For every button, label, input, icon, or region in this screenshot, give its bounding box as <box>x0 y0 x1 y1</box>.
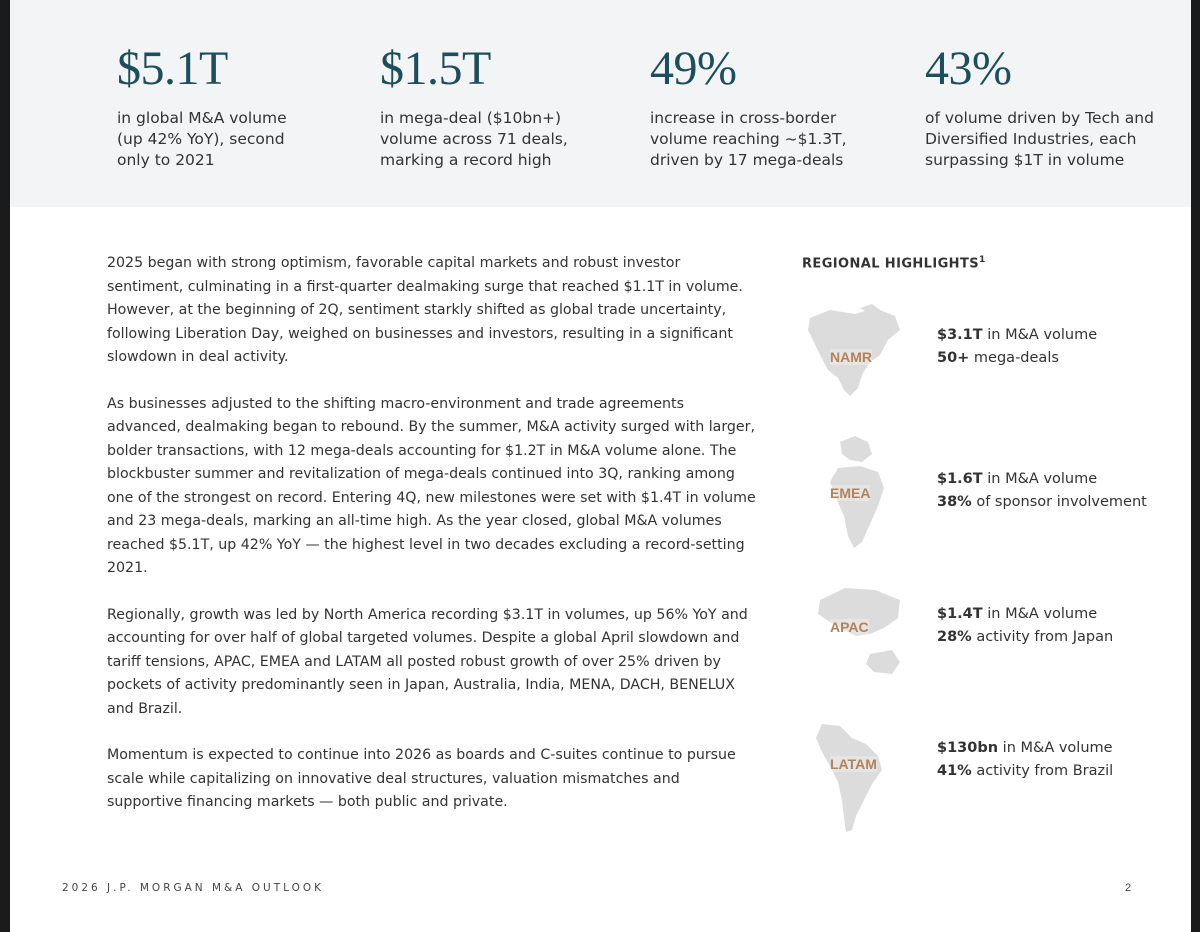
stat-text: in M&A volume <box>982 471 1098 487</box>
stat-desc-line: only to 2021 <box>117 151 215 169</box>
region-label: APAC <box>830 619 869 635</box>
body-text <box>107 252 757 838</box>
key-stats-band <box>10 0 1191 207</box>
stat-text: of sponsor involvement <box>971 494 1147 510</box>
paragraph: Momentum is expected to continue into 2026 as boards and C-suites continue to pursue scale while capitalizing on innovative deal structures, valuation mismatches and supportive financing markets — both public and private. <box>107 747 736 810</box>
stat-desc-line: increase in cross-border <box>650 109 837 127</box>
footer-title: 2026 J.P. MORGAN M&A OUTLOOK <box>62 882 325 894</box>
stat-desc-line: of volume driven by Tech and <box>925 109 1154 127</box>
stat-text: in M&A volume <box>982 606 1098 622</box>
stat-value: $5.1T <box>117 42 228 95</box>
stat-bold: 41% <box>937 763 972 779</box>
region-label: EMEA <box>830 485 871 501</box>
region-stat-line <box>937 347 1097 370</box>
region-stats <box>937 737 1113 783</box>
stat-mega-deal-volume <box>380 40 568 171</box>
footnote-marker: 1 <box>978 255 986 265</box>
stat-description <box>925 108 1154 171</box>
stat-bold: 50+ <box>937 350 970 366</box>
stat-bold: 28% <box>937 629 972 645</box>
paragraph: 2025 began with strong optimism, favorable capital markets and robust investor sentiment, culminating in a first-quarter dealmaking surge that reached $1.1T in volume. However, at the beginning of 2Q, sentiment starkly shifted as global trade uncertainty, following Liberation Day, weighed on businesses and investors, resulting in a significant slowdown in deal activity. <box>107 255 743 365</box>
stat-text: activity from Brazil <box>971 763 1114 779</box>
regional-highlights-title <box>802 255 986 271</box>
stat-text: in M&A volume <box>982 327 1098 343</box>
stat-bold: $1.4T <box>937 606 983 622</box>
stat-desc-line: driven by 17 mega-deals <box>650 151 844 169</box>
stat-value: $1.5T <box>380 42 491 95</box>
stat-cross-border <box>650 40 847 171</box>
page-number: 2 <box>1125 882 1132 894</box>
stat-description <box>117 108 287 171</box>
stat-bold: 38% <box>937 494 972 510</box>
stat-desc-line: marking a record high <box>380 151 552 169</box>
report-page <box>10 0 1191 932</box>
stat-text: in M&A volume <box>998 740 1113 756</box>
stat-desc-line: Diversified Industries, each <box>925 130 1137 148</box>
stat-text: activity from Japan <box>971 629 1114 645</box>
region-stats <box>937 468 1147 514</box>
stat-desc-line: volume reaching ~$1.3T, <box>650 130 847 148</box>
stat-desc-line: in global M&A volume <box>117 109 287 127</box>
region-stat-line <box>937 603 1113 626</box>
stat-desc-line: (up 42% YoY), second <box>117 130 285 148</box>
region-apac <box>800 570 1160 690</box>
stat-description <box>650 108 847 171</box>
region-latam <box>800 718 1160 838</box>
region-stat-line <box>937 760 1113 783</box>
stat-bold: $130bn <box>937 740 999 756</box>
region-stat-line <box>937 737 1113 760</box>
stat-global-volume <box>117 40 287 171</box>
stat-bold: $1.6T <box>937 471 983 487</box>
region-stat-line <box>937 468 1147 491</box>
stat-text: mega-deals <box>969 350 1059 366</box>
region-stat-line <box>937 324 1097 347</box>
stat-desc-line: in mega-deal ($10bn+) <box>380 109 562 127</box>
stat-tech-diversified <box>925 40 1154 171</box>
stat-description <box>380 108 568 171</box>
region-label: LATAM <box>830 756 877 772</box>
stat-bold: $3.1T <box>937 327 983 343</box>
region-label: NAMR <box>830 349 872 365</box>
region-emea <box>800 432 1160 552</box>
latin-america-map-icon <box>800 718 910 838</box>
region-stat-line <box>937 491 1147 514</box>
stat-value: 49% <box>650 42 737 95</box>
region-stats <box>937 603 1113 649</box>
paragraph: Regionally, growth was led by North America recording $3.1T in volumes, up 56% YoY and accounting for over half of global targeted volumes. Despite a global April slowdown and tariff tensions, APAC, EMEA and LATAM all posted robust growth of over 25% driven by pockets of activity predominantly seen in Japan, Australia, India, MENA, DACH, BENELUX and Brazil. <box>107 606 748 717</box>
stat-desc-line: surpassing $1T in volume <box>925 151 1125 169</box>
stat-value: 43% <box>925 42 1012 95</box>
stat-desc-line: volume across 71 deals, <box>380 130 568 148</box>
regional-title-text: REGIONAL HIGHLIGHTS <box>802 256 979 272</box>
region-stat-line <box>937 626 1113 649</box>
region-stats <box>937 324 1097 370</box>
region-namr <box>800 300 1160 420</box>
paragraph: As businesses adjusted to the shifting macro-environment and trade agreements advanced, dealmaking began to rebound. By the summer, M&A activity surged with larger, bolder transactions, with 12 mega-deals accounting for $1.2T in M&A volume alone. The blockbuster summer and revitalization of mega-deals continued into 3Q, ranking among one of the strongest on record. Entering 4Q, new milestones were set with $1.4T in volume and 23 mega-deals, marking an all-time high. As the year closed, global M&A volumes reached $5.1T, up 42% YoY — the highest level in two decades excluding a record-setting 2021. <box>107 395 756 576</box>
